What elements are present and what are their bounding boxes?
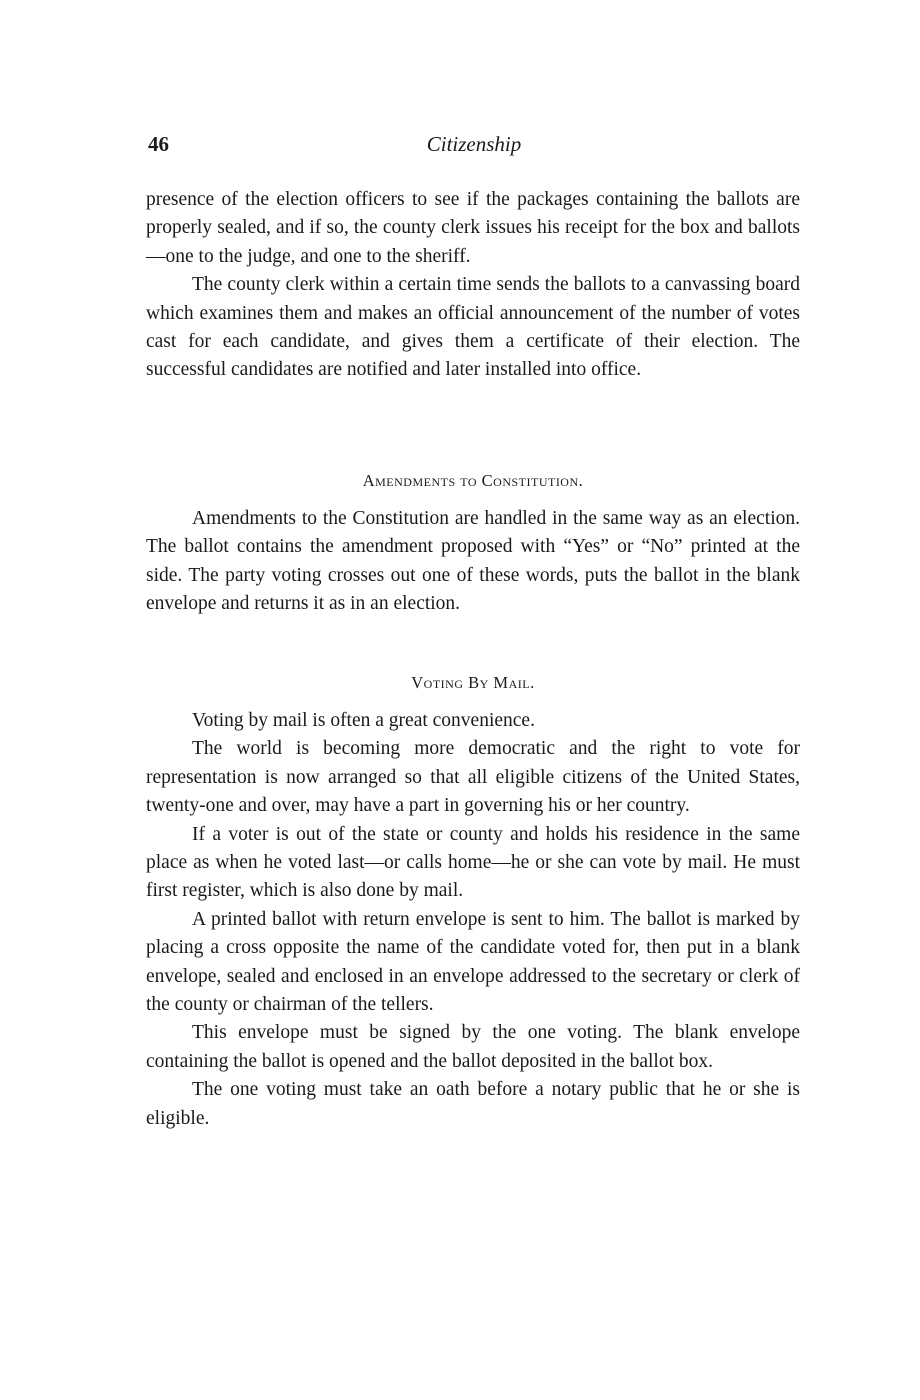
paragraph: The one voting must take an oath before a notary public that he or she is eligible.: [146, 1079, 800, 1129]
section-election-continued: [146, 186, 800, 385]
paragraph: A printed ballot with return envelope is sent to him. The ballot is marked by placing a cross opposite the name of the candidate voted for, then put in a blank envelope, sealed and enclosed in an envelope addressed to the secretary or clerk of the county or chairman of the tellers.: [146, 908, 800, 1016]
paragraph: presence of the election officers to see if the packages containing the ballots are properly sealed, and if so, the county clerk issues his receipt for the box and ballots—one to the judge, and one to the sheriff.: [146, 189, 800, 267]
paragraph: This envelope must be signed by the one voting. The blank envelope containing the ballot is opened and the ballot deposited in the ballot box.: [146, 1022, 800, 1072]
paragraph: The world is becoming more democratic and the right to vote for representation is now arranged so that all eligible citizens of the United States, twenty-one and over, may have a part in governing his or her country.: [146, 738, 800, 817]
page-header: [148, 132, 800, 162]
running-title: Citizenship: [426, 132, 522, 156]
paragraph: Voting by mail is often a great convenience.: [192, 710, 535, 731]
paragraph: If a voter is out of the state or county and holds his residence in the same place as when he voted last—or calls home—he or she can vote by mail. He must first register, which is also done by mail.: [146, 823, 800, 902]
section-heading-voting-by-mail: Voting By Mail.: [411, 673, 535, 692]
page-number: 46: [148, 132, 169, 156]
section-heading-amendments: Amendments to Constitution.: [362, 471, 584, 490]
paragraph: The county clerk within a certain time sends the ballots to a canvassing board which examines them and makes an official announcement of the number of votes cast for each candidate, and gives them a certificate of their election. The successful candidates are notified and later installed into office.: [146, 274, 800, 381]
paragraph: Amendments to the Constitution are handled in the same way as an election. The ballot contains the amendment proposed with “Yes” or “No” printed at the side. The party voting crosses out one of these words, puts the ballot in the blank envelope and returns it as in an election.: [146, 508, 800, 615]
section-amendments: [146, 505, 800, 619]
section-voting-by-mail: [146, 707, 800, 1133]
